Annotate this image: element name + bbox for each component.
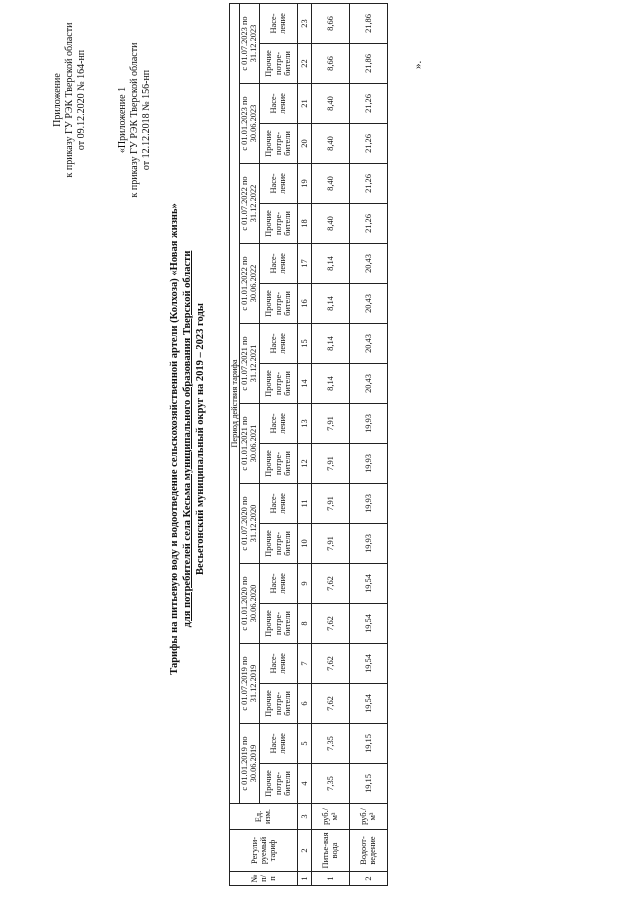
appendix1-line-3: от 12.12.2018 № 156-нп [141,69,152,171]
column-number: 6 [297,684,311,724]
tariff-value-cell: 20,43 [349,324,387,364]
tariff-value-cell: 8,14 [311,244,349,284]
column-number: 18 [297,204,311,244]
tariff-value-cell: 21,26 [349,164,387,204]
closing-quote: ». [412,60,424,69]
column-number: 21 [297,84,311,124]
period-4: с 01.07.2020 по 31.12.2020 [240,484,259,564]
subheader-other-consumers: Прочие потре-бители [259,444,297,484]
column-number: 19 [297,164,311,204]
period-10: с 01.07.2023 по 31.12.2023 [240,4,259,84]
tariff-value-cell: 21,86 [349,4,387,44]
appendix-line-1: Приложение [52,73,63,127]
tariff-value-cell: 21,86 [349,44,387,84]
row-tariff-name: Питье-вая вода [311,830,349,872]
column-number: 13 [297,404,311,444]
tariff-value-cell: 19,15 [349,724,387,764]
column-number: 3 [297,804,311,830]
tariff-value-cell: 19,93 [349,484,387,524]
subheader-population: Насе-ление [259,244,297,284]
subheader-population: Насе-ление [259,484,297,524]
subheader-other-consumers: Прочие потре-бители [259,204,297,244]
row-unit: руб./м³ [349,804,387,830]
tariff-value-cell: 7,62 [311,644,349,684]
period-1: с 01.01.2019 по 30.06.2019 [240,724,259,804]
title-line-3: Весьегонский муниципальный округ на 2019 – 2023 годы [195,303,206,575]
tariff-table [229,3,388,886]
appendix-line-2: к приказу ГУ РЭК Тверской области [64,22,75,178]
subheader-other-consumers: Прочие потре-бители [259,524,297,564]
tariff-value-cell: 19,54 [349,644,387,684]
tariff-value-cell: 20,43 [349,364,387,404]
subheader-other-consumers: Прочие потре-бители [259,604,297,644]
tariff-value-cell: 19,54 [349,684,387,724]
subheaders-row [259,4,297,886]
column-number: 2 [297,830,311,872]
column-number: 22 [297,44,311,84]
tariff-value-cell: 19,15 [349,764,387,804]
col-header-tariff: Регули-руемый тариф [230,830,298,872]
table-row [349,4,387,886]
title-line-1: Тарифы на питьевую воду и водоотведение сельскохозяйственной артели (Колхоза) «Новая жизнь» [169,203,180,675]
tariff-value-cell: 20,43 [349,244,387,284]
title-line-2: для потребителей села Кесьма муниципального образования Тверской области [182,250,193,628]
subheader-other-consumers: Прочие потре-бители [259,284,297,324]
tariff-value-cell: 7,91 [311,444,349,484]
period-6: с 01.07.2021 по 31.12.2021 [240,324,259,404]
tariff-value-cell: 8,40 [311,84,349,124]
tariff-value-cell: 8,66 [311,4,349,44]
period-7: с 01.01.2022 по 30.06.2022 [240,244,259,324]
subheader-population: Насе-ление [259,324,297,364]
column-number: 23 [297,4,311,44]
tariff-value-cell: 8,14 [311,324,349,364]
table-row [311,4,349,886]
row-tariff-name: Водоот-ведение [349,830,387,872]
tariff-value-cell: 19,93 [349,444,387,484]
tariff-value-cell: 7,91 [311,484,349,524]
period-3: с 01.01.2020 по 30.06.2020 [240,564,259,644]
subheader-population: Насе-ление [259,644,297,684]
tariff-value-cell: 8,40 [311,204,349,244]
column-number: 15 [297,324,311,364]
tariff-value-cell: 21,26 [349,84,387,124]
column-number: 10 [297,524,311,564]
tariff-value-cell: 8,40 [311,124,349,164]
tariff-value-cell: 21,26 [349,124,387,164]
col-header-unit: Ед. изм. [230,804,298,830]
column-number: 5 [297,724,311,764]
column-number: 7 [297,644,311,684]
periods-row [240,4,259,886]
tariff-value-cell: 8,40 [311,164,349,204]
tariff-value-cell: 7,35 [311,724,349,764]
subheader-population: Насе-ление [259,404,297,444]
period-2: с 01.07.2019 по 31.12.2019 [240,644,259,724]
appendix1-line-1: «Приложение 1 [117,86,128,154]
period-header: Период действия тарифа [230,4,240,804]
subheader-other-consumers: Прочие потре-бители [259,364,297,404]
appendix-1-note [117,0,153,240]
column-number: 9 [297,564,311,604]
subheader-other-consumers: Прочие потре-бители [259,124,297,164]
column-number: 16 [297,284,311,324]
tariff-value-cell: 19,54 [349,604,387,644]
tariff-value-cell: 7,62 [311,604,349,644]
tariff-value-cell: 7,62 [311,684,349,724]
subheader-other-consumers: Прочие потре-бители [259,44,297,84]
tariff-value-cell: 7,91 [311,524,349,564]
tariff-value-cell: 8,66 [311,44,349,84]
subheader-other-consumers: Прочие потре-бители [259,684,297,724]
period-8: с 01.07.2022 по 31.12.2022 [240,164,259,244]
column-number: 17 [297,244,311,284]
subheader-other-consumers: Прочие потре-бители [259,764,297,804]
row-number: 2 [349,872,387,886]
tariff-value-cell: 19,54 [349,564,387,604]
column-number: 20 [297,124,311,164]
row-number: 1 [311,872,349,886]
row-unit: руб./м³ [311,804,349,830]
column-numbers-row [297,4,311,886]
appendix-line-3: от 09.12.2020 № 164-нп [76,49,87,151]
appendix1-line-2: к приказу ГУ РЭК Тверской области [129,42,140,198]
subheader-population: Насе-ление [259,164,297,204]
period-5: с 01.01.2021 по 30.06.2021 [240,404,259,484]
column-number: 14 [297,364,311,404]
column-number: 11 [297,484,311,524]
tariff-value-cell: 20,43 [349,284,387,324]
appendix-note [52,0,88,200]
column-number: 12 [297,444,311,484]
tariff-value-cell: 19,93 [349,524,387,564]
column-number: 1 [297,872,311,886]
tariff-value-cell: 21,26 [349,204,387,244]
tariff-value-cell: 7,91 [311,404,349,444]
subheader-population: Насе-ление [259,724,297,764]
tariff-value-cell: 19,93 [349,404,387,444]
tariff-value-cell: 7,62 [311,564,349,604]
column-number: 4 [297,764,311,804]
column-number: 8 [297,604,311,644]
subheader-population: Насе-ление [259,564,297,604]
tariff-value-cell: 7,35 [311,764,349,804]
tariff-value-cell: 8,14 [311,284,349,324]
tariff-value-cell: 8,14 [311,364,349,404]
col-header-number: № п/п [230,872,298,886]
document-title [168,139,207,739]
subheader-population: Насе-ление [259,84,297,124]
period-9: с 01.01.2023 по 30.06.2023 [240,84,259,164]
subheader-population: Насе-ление [259,4,297,44]
